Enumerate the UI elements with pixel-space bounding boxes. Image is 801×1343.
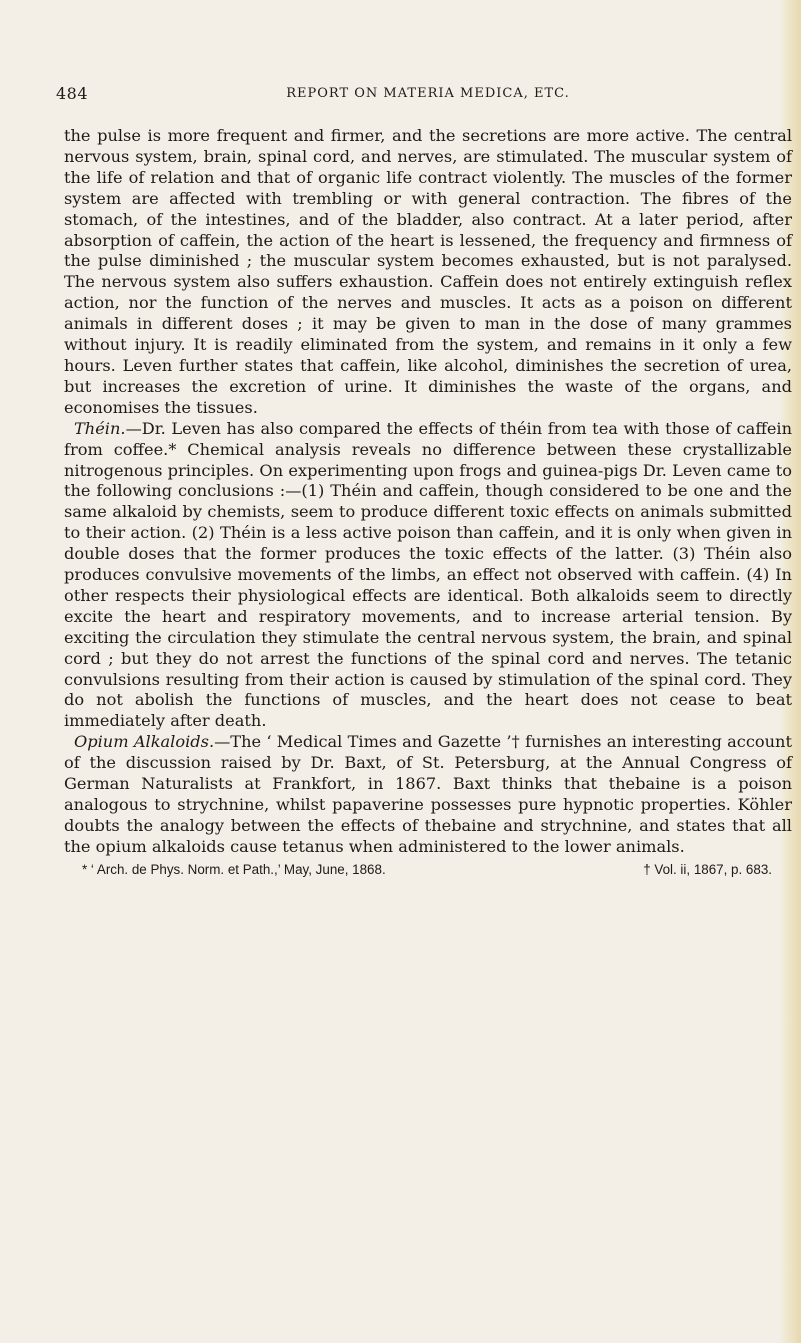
- footnote-2: † Vol. ii, 1867, p. 683.: [643, 861, 772, 877]
- paragraph-caffein: [64, 126, 792, 419]
- running-title: REPORT ON MATERIA MEDICA, ETC.: [286, 86, 570, 101]
- book-page: [56, 84, 792, 877]
- paragraph-thein: [64, 419, 792, 733]
- page-number: 484: [56, 84, 89, 103]
- paragraph-text: —Dr. Leven has also compared the effects of théin from tea with those of caffein from coffee.* Chemical analysis reveals no difference between these crystallizable nitrogenous principles. On experimenting upon frogs and guinea-pigs Dr. Leven came to the following conclusions :—(1) Théin and caffein, though considered to be one and the same alkaloid by chemists, seem to produce different toxic effects on animals submitted to their action. (2) Théin is a less active poison than caffein, and it is only when given in double doses that the former produces the toxic effects of the latter. (3) Théin also produces convulsive movements of the limbs, an effect not observed with caffein. (4) In other respects their physiological effects are identical. Both alkaloids seem to directly excite the heart and respiratory movements, and to increase arterial tension. By exciting the circulation they stimulate the central nervous system, the brain, and spinal cord ; but they do not arrest the functions of the spinal cord and nerves. The tetanic convulsions resulting from their action is caused by stimulation of the spinal cord. They do not abolish the functions of muscles, and the heart does not cease to beat immediately after death.: [64, 418, 792, 731]
- footnote-1: * ‘ Arch. de Phys. Norm. et Path.,’ May, June, 1868.: [82, 861, 386, 877]
- section-heading-thein: Théin.: [74, 418, 126, 438]
- paragraph-text: —The ‘ Medical Times and Gazette ’† furnishes an interesting account of the discussion raised by Dr. Baxt, of St. Petersburg, at the Annual Congress of German Naturalists at Frankfort, in 1867. Baxt thinks that thebaine is a poison analogous to strychnine, whilst papaverine possesses pure hypnotic properties. Köhler doubts the analogy between the effects of thebaine and strychnine, and states that all the opium alkaloids cause tetanus when administered to the lower animals.: [64, 732, 792, 856]
- section-heading-opium-alkaloids: Opium Alkaloids.: [74, 732, 215, 752]
- paragraph-text: the pulse is more frequent and firmer, and the secretions are more active. The central nervous system, brain, spinal cord, and nerves, are stimulated. The muscular system of the life of relation and that of organic life contract violently. The muscles of the former system are affected with trembling or with general contraction. The fibres of the stomach, of the intestines, and of the bladder, also contract. At a later period, after absorption of caffein, the action of the heart is lessened, the frequency and firmness of the pulse diminished ; the muscular system becomes exhausted, but is not paralysed. The nervous system also suffers exhaustion. Caffein does not entirely extinguish reflex action, nor the function of the nerves and muscles. It acts as a poison on different animals in different doses ; it may be given to man in the dose of many grammes without injury. It is readily eliminated from the system, and remains in it only a few hours. Leven further states that caffein, like alcohol, diminishes the secretion of urea, but increases the excretion of urine. It diminishes the waste of the organs, and economises the tissues.: [64, 126, 792, 417]
- running-header: [56, 84, 792, 108]
- page-body: [64, 126, 792, 858]
- footnotes: [64, 862, 792, 877]
- paragraph-opium-alkaloids: [64, 732, 792, 857]
